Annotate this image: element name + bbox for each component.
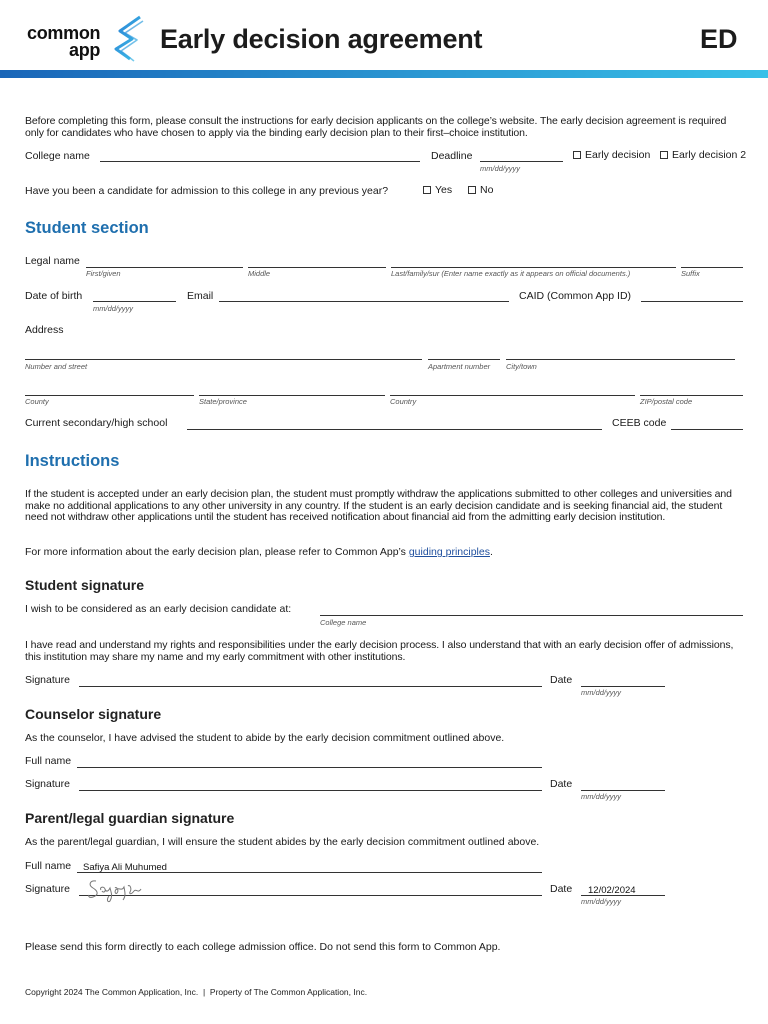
counselor-signature-field[interactable]	[79, 790, 542, 791]
school-field[interactable]	[187, 429, 602, 430]
previous-no-option[interactable]	[468, 185, 493, 196]
instructions-heading: Instructions	[25, 452, 120, 470]
city-hint: City/town	[506, 362, 537, 371]
student-signature-heading: Student signature	[25, 577, 145, 593]
county-field[interactable]	[25, 395, 194, 396]
counselor-full-name-field[interactable]	[77, 767, 542, 768]
more-info-period: .	[489, 546, 493, 558]
counselor-date-field[interactable]	[581, 790, 665, 791]
intro-text: Before completing this form, please consult the instructions for early decision applicants on the college’s website. The early decision agreement is required only for candidates who have chosen to apply via the binding early decision plan to their first–choice institution.	[25, 115, 727, 139]
deadline-hint: mm/dd/yyyy	[480, 164, 521, 173]
student-signature-field[interactable]	[79, 686, 542, 687]
dob-label: Date of birth	[25, 290, 83, 302]
caid-label: CAID (Common App ID)	[519, 290, 632, 302]
student-statement: I have read and understand my rights and responsibilities under the early decision process. I also understand that with an early decision offer of admissions, this institution may share my name and my early commitment with other institutions.	[25, 639, 734, 663]
previous-yes-option[interactable]	[423, 185, 452, 196]
more-info-line	[25, 547, 493, 558]
county-hint: County	[25, 397, 49, 406]
parent-date-label: Date	[550, 883, 573, 895]
parent-statement: As the parent/legal guardian, I will ensure the student abides by the early decision commitment outlined above.	[25, 836, 540, 848]
no-checkbox[interactable]	[468, 186, 476, 194]
counselor-date-hint: mm/dd/yyyy	[581, 792, 622, 801]
no-label: No	[480, 184, 494, 196]
early-decision-label: Early decision	[585, 149, 651, 161]
parent-date-value: 12/02/2024	[588, 885, 636, 896]
ed-college-name-field[interactable]	[320, 615, 743, 616]
counselor-signature-label: Signature	[25, 778, 70, 790]
suffix-field[interactable]	[681, 267, 743, 268]
parent-full-name-label: Full name	[25, 860, 72, 872]
logo	[26, 18, 146, 64]
suffix-hint: Suffix	[681, 269, 700, 278]
previous-candidate-question: Have you been a candidate for admission to this college in any previous year?	[25, 185, 389, 197]
early-decision-option[interactable]	[573, 150, 650, 161]
yes-label: Yes	[435, 184, 453, 196]
counselor-full-name-label: Full name	[25, 755, 72, 767]
early-decision-2-label: Early decision 2	[672, 149, 747, 161]
counselor-signature-heading: Counselor signature	[25, 706, 162, 722]
parent-signature-label: Signature	[25, 883, 70, 895]
ceeb-field[interactable]	[671, 429, 743, 430]
more-info-text: For more information about the early decision plan, please refer to Common App’s	[25, 546, 409, 558]
student-section-heading: Student section	[25, 219, 149, 237]
middle-name-field[interactable]	[248, 267, 386, 268]
last-name-hint: Last/family/sur (Enter name exactly as it appears on official documents.)	[391, 269, 631, 278]
form-title: Early decision agreement	[160, 24, 483, 54]
student-date-hint: mm/dd/yyyy	[581, 688, 622, 697]
college-name-label: College name	[25, 150, 90, 162]
student-signature-label: Signature	[25, 674, 70, 686]
logo-mark-icon	[110, 15, 146, 63]
guiding-principles-link[interactable]: guiding principles	[408, 546, 490, 558]
counselor-statement: As the counselor, I have advised the student to abide by the early decision commitment outlined above.	[25, 732, 505, 744]
ed-college-name-hint: College name	[320, 618, 367, 627]
email-field[interactable]	[219, 301, 509, 302]
send-note: Please send this form directly to each college admission office. Do not send this form to Common App.	[25, 941, 501, 953]
apartment-hint: Apartment number	[428, 362, 491, 371]
street-hint: Number and street	[25, 362, 88, 371]
apartment-field[interactable]	[428, 359, 500, 360]
school-label: Current secondary/high school	[25, 417, 168, 429]
header-stripe	[0, 70, 768, 78]
early-decision-2-checkbox[interactable]	[660, 151, 668, 159]
street-field[interactable]	[25, 359, 422, 360]
parent-date-hint: mm/dd/yyyy	[581, 897, 622, 906]
parent-full-name-value: Safiya Ali Muhumed	[83, 862, 167, 873]
dob-hint: mm/dd/yyyy	[93, 304, 134, 313]
zip-field[interactable]	[640, 395, 743, 396]
deadline-field[interactable]	[480, 161, 563, 162]
student-date-label: Date	[550, 674, 573, 686]
counselor-date-label: Date	[550, 778, 573, 790]
ceeb-label: CEEB code	[612, 417, 667, 429]
dob-field[interactable]	[93, 301, 176, 302]
last-name-field[interactable]	[391, 267, 676, 268]
country-field[interactable]	[390, 395, 635, 396]
first-name-hint: First/given	[86, 269, 121, 278]
state-field[interactable]	[199, 395, 385, 396]
instructions-paragraph: If the student is accepted under an early decision plan, the student must promptly withdraw the applications submitted to other colleges and universities and make no additional applications to any other university in any country. If the student is an early decision candidate and is seeking financial aid, the student need not withdraw other applications until the student has received notification about financial aid from the admitting early decision institution.	[25, 488, 732, 523]
yes-checkbox[interactable]	[423, 186, 431, 194]
early-decision-checkbox[interactable]	[573, 151, 581, 159]
caid-field[interactable]	[641, 301, 743, 302]
city-field[interactable]	[506, 359, 735, 360]
legal-name-label: Legal name	[25, 255, 80, 267]
early-decision-2-option[interactable]	[660, 150, 746, 161]
logo-text-common: common	[27, 23, 101, 43]
form-code-badge: ED	[700, 24, 738, 54]
email-label: Email	[187, 290, 214, 302]
copyright: Copyright 2024 The Common Application, Inc. | Property of The Common Application, Inc.	[25, 987, 368, 997]
state-hint: State/province	[199, 397, 247, 406]
college-name-field[interactable]	[100, 161, 420, 162]
first-name-field[interactable]	[86, 267, 243, 268]
wish-text: I wish to be considered as an early decision candidate at:	[25, 603, 292, 615]
parent-signature-heading: Parent/legal guardian signature	[25, 810, 235, 826]
address-label: Address	[25, 324, 64, 336]
logo-text-app: app	[69, 40, 101, 60]
zip-hint: ZIP/postal code	[640, 397, 693, 406]
handwritten-signature	[86, 876, 152, 904]
middle-name-hint: Middle	[248, 269, 271, 278]
deadline-label: Deadline	[431, 150, 473, 162]
country-hint: Country	[390, 397, 417, 406]
student-date-field[interactable]	[581, 686, 665, 687]
